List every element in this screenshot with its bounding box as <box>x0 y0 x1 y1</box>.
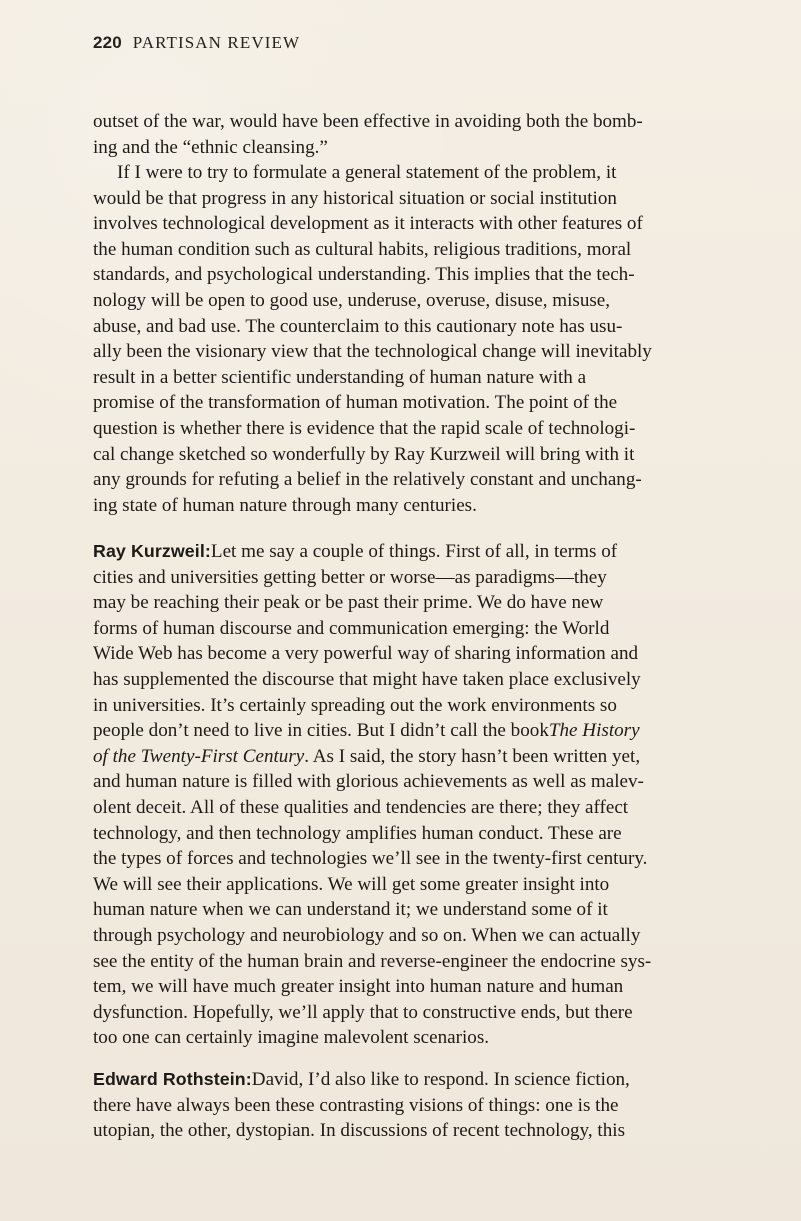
text-line: standards, and psychological understanding. This implies that the tech- <box>93 264 635 286</box>
text-line: tem, we will have much greater insight into human nature and human <box>93 976 624 998</box>
text-line: result in a better scientific understanding of human nature with a <box>93 366 587 388</box>
text-line: the types of forces and technologies we’ll see in the twenty-first century. <box>93 848 648 870</box>
speaker-text: David, I’d also like to respond. In science fiction, <box>251 1069 630 1090</box>
page-number: 220 <box>93 33 122 52</box>
text-line: too one can certainly imagine malevolent scenarios. <box>93 1027 490 1049</box>
text-line: and human nature is filled with glorious achievements as well as malev- <box>93 771 644 793</box>
book-title: of the Twenty-First Century <box>93 745 305 767</box>
text-line: would be that progress in any historical situation or social institution <box>93 187 617 209</box>
line-prefix: people don’t need to live in cities. But I didn’t call the book <box>93 720 549 742</box>
page-header <box>93 33 300 53</box>
running-title: PARTISAN REVIEW <box>132 33 301 52</box>
text-line: technology, and then technology amplifies human conduct. These are <box>93 822 622 844</box>
speaker-line <box>93 1067 733 1093</box>
rothstein-response <box>93 1067 733 1144</box>
text-line: Wide Web has become a very powerful way of sharing information and <box>93 643 639 665</box>
text-line: through psychology and neurobiology and so on. When we can actually <box>93 924 641 946</box>
speaker-name: Edward Rothstein: <box>93 1069 252 1089</box>
text-line: ing state of human nature through many centuries. <box>93 494 477 516</box>
text-line: nology will be open to good use, underuse, overuse, disuse, misuse, <box>93 289 611 311</box>
kurzweil-response <box>93 539 733 1051</box>
text-line: If I were to try to formulate a general statement of the problem, it <box>117 162 617 183</box>
text-line: see the entity of the human brain and reverse-engineer the endocrine sys- <box>93 950 652 972</box>
speaker-text: Let me say a couple of things. First of all, in terms of <box>210 541 618 562</box>
text-line: cities and universities getting better or worse—as paradigms—they <box>93 566 607 588</box>
text-line: involves technological development as it interacts with other features of <box>93 213 643 235</box>
moderator-paragraph <box>93 160 733 518</box>
text-line: there have always been these contrasting visions of things: one is the <box>93 1094 619 1116</box>
text-line: any grounds for refuting a belief in the relatively constant and unchang- <box>93 469 642 491</box>
text-line: the human condition such as cultural habits, religious traditions, moral <box>93 238 632 260</box>
text-line: ing and the “ethnic cleansing.” <box>93 136 328 158</box>
opening-paragraph <box>93 109 733 160</box>
text-line: in universities. It’s certainly spreading out the work environments so <box>93 694 617 716</box>
text-line: We will see their applications. We will get some greater insight into <box>93 873 610 895</box>
book-title-line <box>93 744 733 770</box>
text-line: cal change sketched so wonderfully by Ray Kurzweil will bring with it <box>93 443 635 465</box>
book-title-line <box>93 718 733 744</box>
book-title: The History <box>548 720 640 742</box>
text-line: dysfunction. Hopefully, we’ll apply that to constructive ends, but there <box>93 1001 633 1023</box>
line-suffix: . As I said, the story hasn’t been written yet, <box>304 745 641 767</box>
text-line: has supplemented the discourse that might have taken place exclusively <box>93 668 641 690</box>
text-line: may be reaching their peak or be past their prime. We do have new <box>93 592 604 614</box>
text-line: outset of the war, would have been effective in avoiding both the bomb- <box>93 111 643 132</box>
text-line: human nature when we can understand it; we understand some of it <box>93 899 608 921</box>
text-line: utopian, the other, dystopian. In discussions of recent technology, this <box>93 1120 625 1142</box>
text-line: olent deceit. All of these qualities and tendencies are there; they affect <box>93 796 629 818</box>
text-line: abuse, and bad use. The counterclaim to this cautionary note has usu- <box>93 315 623 337</box>
speaker-line <box>93 539 733 565</box>
text-line: ally been the visionary view that the technological change will inevitably <box>93 341 652 363</box>
text-line: promise of the transformation of human motivation. The point of the <box>93 392 618 414</box>
text-line: forms of human discourse and communication emerging: the World <box>93 617 610 639</box>
speaker-name: Ray Kurzweil: <box>93 541 211 561</box>
text-line: question is whether there is evidence that the rapid scale of technologi- <box>93 417 636 439</box>
